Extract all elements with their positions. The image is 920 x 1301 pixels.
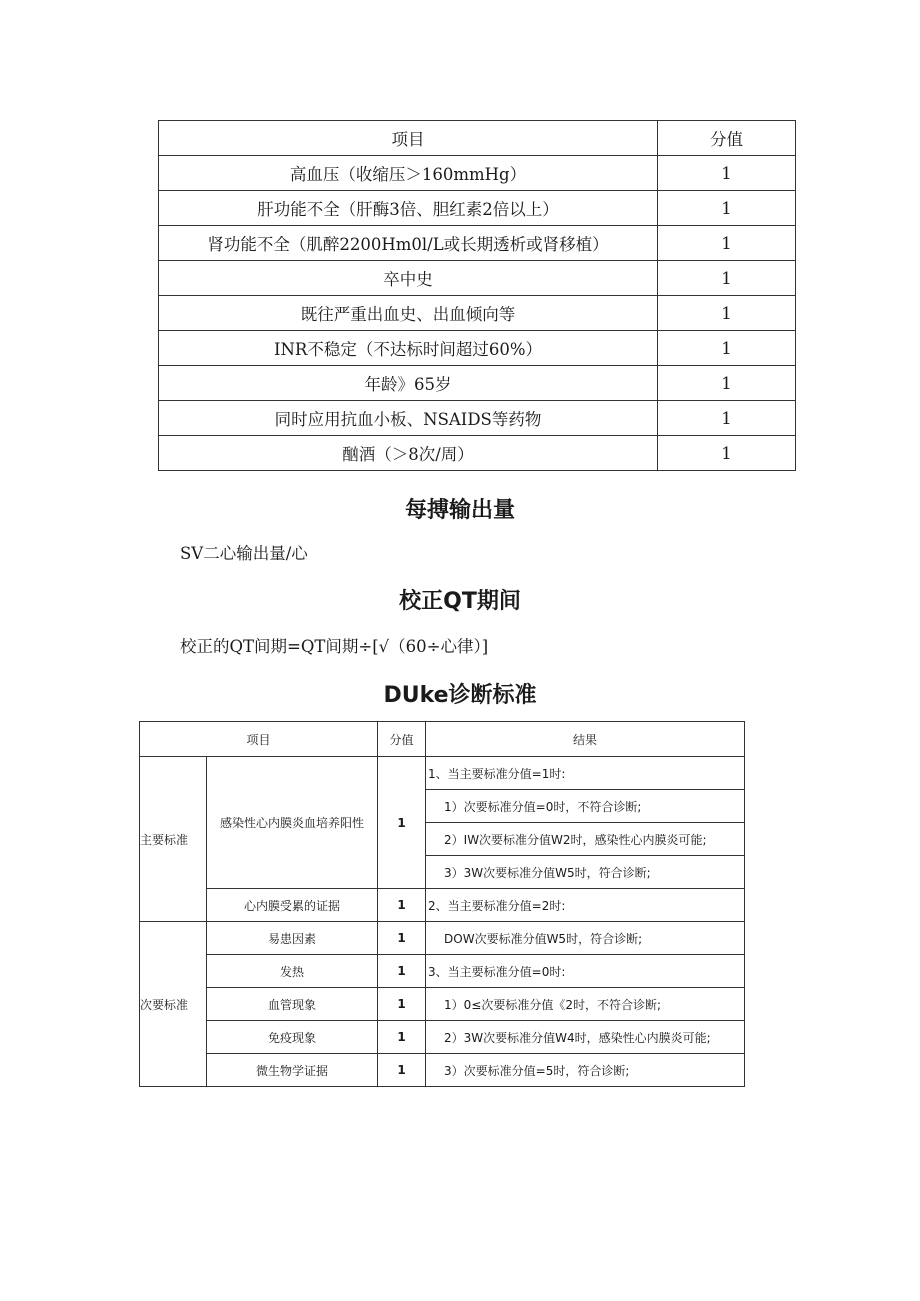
result-line: DOW次要标准分值W5时，符合诊断; bbox=[426, 922, 745, 955]
row-score: 1 bbox=[658, 366, 796, 401]
table-row bbox=[159, 296, 796, 331]
row-score: 1 bbox=[658, 296, 796, 331]
minor-item: 免疫现象 bbox=[207, 1021, 378, 1054]
major-item: 感染性心内膜炎血培养阳性 bbox=[207, 757, 378, 889]
row-item: 同时应用抗血小板、NSAIDS等药物 bbox=[159, 401, 658, 436]
table-row bbox=[159, 226, 796, 261]
header-result: 结果 bbox=[426, 722, 745, 757]
result-line: 3、当主要标准分值=0时: bbox=[426, 955, 745, 988]
row-score: 1 bbox=[658, 191, 796, 226]
row-item: INR不稳定（不达标时间超过60%） bbox=[159, 331, 658, 366]
table-row bbox=[140, 757, 745, 790]
minor-item: 血管现象 bbox=[207, 988, 378, 1021]
table-row bbox=[159, 366, 796, 401]
table-row bbox=[140, 955, 745, 988]
header-score: 分值 bbox=[658, 121, 796, 156]
result-line: 2）IW次要标准分值W2时，感染性心内膜炎可能; bbox=[426, 823, 745, 856]
header-item: 项目 bbox=[140, 722, 378, 757]
major-criteria-label: 主要标准 bbox=[140, 757, 207, 922]
table-row bbox=[140, 889, 745, 922]
row-score: 1 bbox=[658, 331, 796, 366]
sv-heading: 每搏输出量 bbox=[404, 498, 515, 523]
sv-formula: SV二心输出量/心 bbox=[180, 544, 308, 563]
row-score: 1 bbox=[658, 261, 796, 296]
qt-heading: 校正QT期间 bbox=[399, 589, 521, 614]
table-row bbox=[140, 922, 745, 955]
row-score: 1 bbox=[658, 436, 796, 471]
row-score: 1 bbox=[658, 226, 796, 261]
major-score: 1 bbox=[378, 757, 426, 889]
table-row bbox=[159, 261, 796, 296]
row-score: 1 bbox=[658, 156, 796, 191]
duke-criteria-table bbox=[139, 721, 745, 1087]
minor-score: 1 bbox=[378, 1054, 426, 1087]
row-item: 卒中史 bbox=[159, 261, 658, 296]
bleeding-risk-table bbox=[158, 120, 796, 471]
minor-score: 1 bbox=[378, 955, 426, 988]
minor-item: 微生物学证据 bbox=[207, 1054, 378, 1087]
table-row bbox=[159, 331, 796, 366]
table-row bbox=[159, 401, 796, 436]
table-row bbox=[159, 436, 796, 471]
table-row bbox=[140, 988, 745, 1021]
qt-formula: 校正的QT间期=QT间期÷[√（60÷心律）] bbox=[180, 637, 489, 656]
table-header-row bbox=[140, 722, 745, 757]
duke-heading: DUke诊断标准 bbox=[383, 683, 537, 708]
major-score: 1 bbox=[378, 889, 426, 922]
minor-item: 发热 bbox=[207, 955, 378, 988]
row-item: 年龄》65岁 bbox=[159, 366, 658, 401]
minor-criteria-label: 次要标准 bbox=[140, 922, 207, 1087]
result-line: 1）次要标准分值=0时，不符合诊断; bbox=[426, 790, 745, 823]
table-row bbox=[140, 1054, 745, 1087]
minor-score: 1 bbox=[378, 922, 426, 955]
table-header-row bbox=[159, 121, 796, 156]
major-item: 心内膜受累的证据 bbox=[207, 889, 378, 922]
result-line: 1）0≤次要标准分值《2时，不符合诊断; bbox=[426, 988, 745, 1021]
result-line: 2）3W次要标准分值W4时，感染性心内膜炎可能; bbox=[426, 1021, 745, 1054]
row-item: 肾功能不全（肌醉2200Hm0l/L或长期透析或肾移植） bbox=[159, 226, 658, 261]
minor-score: 1 bbox=[378, 988, 426, 1021]
result-line: 3）3W次要标准分值W5时，符合诊断; bbox=[426, 856, 745, 889]
table-row bbox=[159, 156, 796, 191]
row-item: 高血压（收缩压＞160mmHg） bbox=[159, 156, 658, 191]
result-line: 2、当主要标准分值=2时: bbox=[426, 889, 745, 922]
row-item: 既往严重出血史、出血倾向等 bbox=[159, 296, 658, 331]
table-row bbox=[140, 1021, 745, 1054]
minor-item: 易患因素 bbox=[207, 922, 378, 955]
row-score: 1 bbox=[658, 401, 796, 436]
table-row bbox=[159, 191, 796, 226]
row-item: 酗酒（＞8次/周） bbox=[159, 436, 658, 471]
row-item: 肝功能不全（肝酶3倍、胆红素2倍以上） bbox=[159, 191, 658, 226]
result-line: 1、当主要标准分值=1时: bbox=[426, 757, 745, 790]
header-item: 项目 bbox=[159, 121, 658, 156]
header-score: 分值 bbox=[378, 722, 426, 757]
result-line: 3）次要标准分值=5时，符合诊断; bbox=[426, 1054, 745, 1087]
minor-score: 1 bbox=[378, 1021, 426, 1054]
